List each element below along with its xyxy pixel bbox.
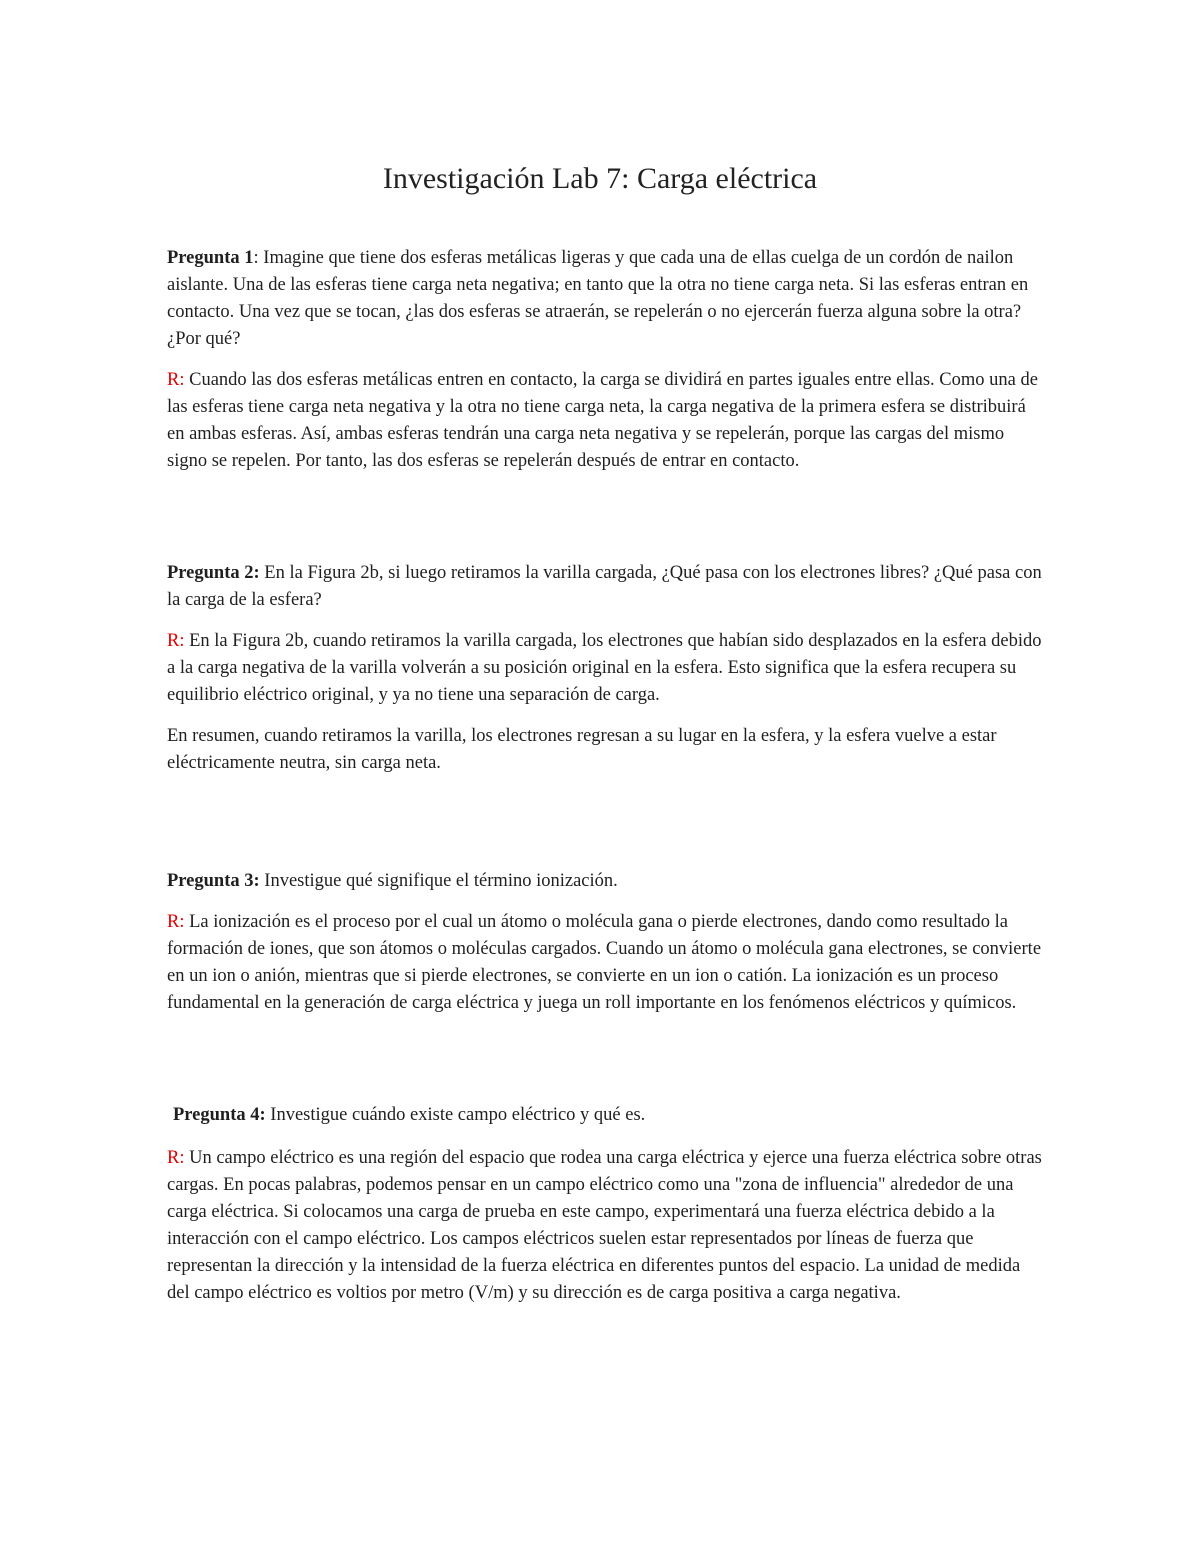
answer-2 [167,628,1047,709]
answer-3 [167,909,1047,1017]
question-1-text: : Imagine que tiene dos esferas metálicas ligeras y que cada una de ellas cuelga de un cordón de nailon aislante. Una de las esferas tiene carga neta negativa; en tanto que la otra no tiene carga neta. Si las esferas entran en contacto. Una vez que se tocan, ¿las dos esferas se atraerán, se repelerán o no ejercerán fuerza alguna sobre la otra? ¿Por qué? [167,248,1029,349]
question-3 [167,868,1047,895]
answer-4-label: R: [167,1148,185,1168]
question-2-text: En la Figura 2b, si luego retiramos la varilla cargada, ¿Qué pasa con los electrones libres? ¿Qué pasa con la carga de la esfera? [167,563,1042,610]
question-4-block [173,1102,1053,1129]
answer-1-label: R: [167,370,185,390]
question-2-label: Pregunta 2: [167,563,260,583]
answer-2-label: R: [167,631,185,651]
answer-1-text: Cuando las dos esferas metálicas entren en contacto, la carga se dividirá en partes iguales entre ellas. Como una de las esferas tiene carga neta negativa y la otra no tiene carga neta, la carga negativa de la primera esfera se distribuirá en ambas esferas. Así, ambas esferas tendrán una carga neta negativa y se repelerán, porque las cargas del mismo signo se repelen. Por tanto, las dos esferas se repelerán después de entrar en contacto. [167,370,1038,471]
answer-2-text: En la Figura 2b, cuando retiramos la varilla cargada, los electrones que habían sido desplazados en la esfera debido a la carga negativa de la varilla volverán a su posición original en la esfera. Esto significa que la esfera recupera su equilibrio eléctrico original, y ya no tiene una separación de carga. [167,631,1042,705]
question-2-block [167,560,1047,777]
answer-2-summary: En resumen, cuando retiramos la varilla, los electrones regresan a su lugar en la esfera, y la esfera vuelve a estar eléctricamente neutra, sin carga neta. [167,726,997,773]
question-1 [167,245,1047,353]
document-title: Investigación Lab 7: Carga eléctrica [382,162,818,195]
question-1-label: Pregunta 1 [167,248,254,268]
question-4-label: Pregunta 4: [173,1105,266,1125]
question-1-block [167,245,1047,475]
answer-4-text: Un campo eléctrico es una región del espacio que rodea una carga eléctrica y ejerce una fuerza eléctrica sobre otras cargas. En pocas palabras, podemos pensar en un campo eléctrico como una "zona de influencia" alrededor de una carga eléctrica. Si colocamos una carga de prueba en este campo, experimentará una fuerza eléctrica debido a la interacción con el campo eléctrico. Los campos eléctricos suelen estar representados por líneas de fuerza que representan la dirección y la intensidad de la fuerza eléctrica en diferentes puntos del espacio. La unidad de medida del campo eléctrico es voltios por metro (V/m) y su dirección es de carga positiva a carga negativa. [167,1148,1042,1303]
question-4-text: Investigue cuándo existe campo eléctrico y qué es. [265,1105,646,1125]
answer-4 [167,1145,1047,1307]
answer-1 [167,367,1047,475]
question-3-label: Pregunta 3: [167,871,260,891]
question-3-block [167,868,1047,1017]
answer-3-label: R: [167,912,185,932]
answer-4-block [167,1145,1047,1307]
answer-3-text: La ionización es el proceso por el cual un átomo o molécula gana o pierde electrones, dando como resultado la formación de iones, que son átomos o moléculas cargados. Cuando un átomo o molécula gana electrones, se convierte en un ion o anión, mientras que si pierde electrones, se convierte en un ion o catión. La ionización es un proceso fundamental en la generación de carga eléctrica y juega un roll importante en los fenómenos eléctricos y químicos. [167,912,1042,1013]
question-3-text: Investigue qué signifique el término ionización. [259,871,618,891]
question-4 [173,1102,1053,1129]
question-2 [167,560,1047,614]
